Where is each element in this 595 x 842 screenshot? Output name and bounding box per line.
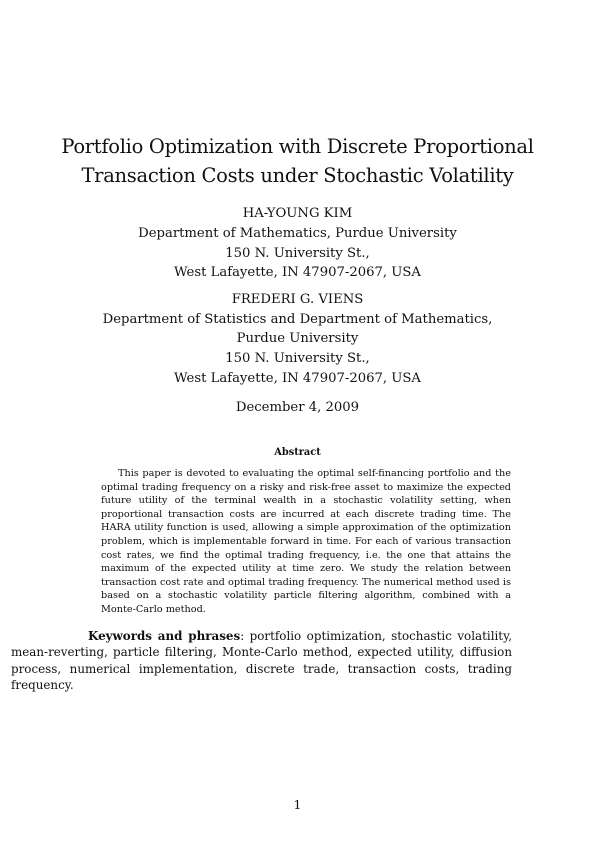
keywords-section [11,628,512,694]
keywords-label: Keywords and phrases [88,629,241,643]
author-affiliation-line: Department of Statistics and Department of Mathematics, [102,312,493,327]
author-affiliation-line: 150 N. University St., [225,351,370,366]
title-line-2: Transaction Costs under Stochastic Volatility [81,164,514,187]
author-affiliation-line: 150 N. University St., [225,246,370,261]
abstract-heading: Abstract [274,447,321,458]
paper-title [0,132,595,190]
author-name: FREDERI G. VIENS [231,292,364,307]
author-affiliation-line: West Lafayette, IN 47907-2067, USA [174,371,421,386]
title-line-1: Portfolio Optimization with Discrete Proportional [61,135,534,158]
author-affiliation-line: West Lafayette, IN 47907-2067, USA [174,265,421,280]
keywords-text: : portfolio optimization, stochastic volatility, mean-reverting, particle filtering, Monte-Carlo method, expected utility, diffusion process, numerical implementation, discrete trade, transaction costs, trading frequency. [11,629,512,693]
author-affiliation-line: Department of Mathematics, Purdue University [138,226,457,241]
author-affiliation-line: Purdue University [236,331,359,346]
keywords-paragraph [11,628,512,694]
abstract-text: This paper is devoted to evaluating the optimal self-financing portfolio and the optimal trading frequency on a risky and risk-free asset to maximize the expected future utility of the terminal wealth in a stochastic volatility setting, when proportional transaction costs are incurred at each discrete trading time. The HARA utility function is used, allowing a simple approximation of the optimization problem, which is implementable forward in time. For each of various transaction cost rates, we find the optimal trading frequency, i.e. the one that attains the maximum of the expected utility at time zero. We study the relation between transaction cost rate and optimal trading frequency. The numerical method used is based on a stochastic volatility particle filtering algorithm, combined with a Monte-Carlo method. [101,468,511,615]
paper-date: December 4, 2009 [235,400,360,415]
page-number: 1 [293,797,302,812]
author-name: HA-YOUNG KIM [242,206,353,221]
